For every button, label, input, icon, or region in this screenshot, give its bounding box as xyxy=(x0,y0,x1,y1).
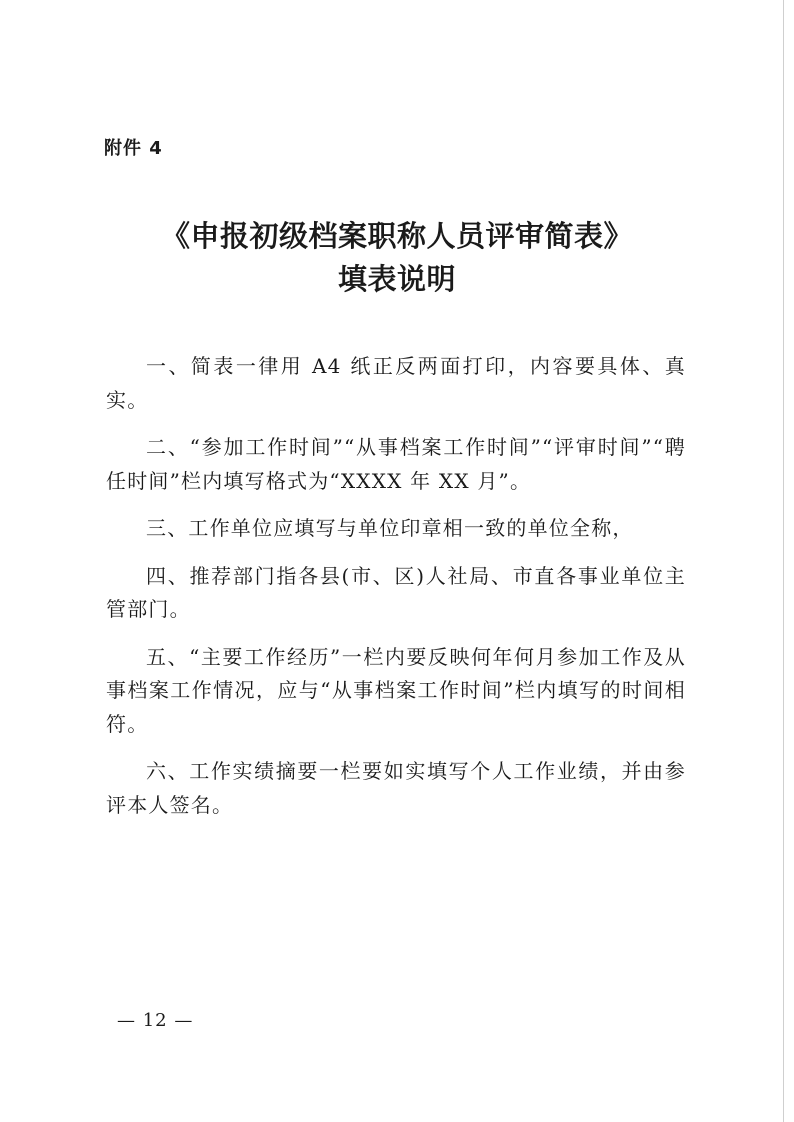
instruction-paragraph: 五、“主要工作经历”一栏内要反映何年何月参加工作及从事档案工作情况，应与“从事档案工作时间”栏内填写的时间相符。 xyxy=(106,644,686,736)
instruction-paragraph: 六、工作实绩摘要一栏要如实填写个人工作业绩，并由参评本人签名。 xyxy=(106,759,686,817)
instruction-paragraph: 三、工作单位应填写与单位印章相一致的单位全称， xyxy=(146,516,634,540)
instruction-paragraph: 二、“参加工作时间”“从事档案工作时间”“评审时间”“聘任时间”栏内填写格式为“XXXX 年 XX 月”。 xyxy=(106,435,686,493)
attachment-label: 附件 4 xyxy=(104,138,163,159)
document-subtitle: 填表说明 xyxy=(337,262,456,296)
scan-edge-line xyxy=(783,0,784,1122)
page-number: — 12 — xyxy=(117,1010,194,1031)
instruction-paragraph: 一、简表一律用 A4 纸正反两面打印，内容要具体、真实。 xyxy=(106,354,686,412)
instruction-paragraph: 四、推荐部门指各县(市、区)人社局、市直各事业单位主管部门。 xyxy=(106,563,686,621)
document-title: 《申报初级档案职称人员评审简表》 xyxy=(160,219,633,253)
instructions-body xyxy=(106,350,686,836)
